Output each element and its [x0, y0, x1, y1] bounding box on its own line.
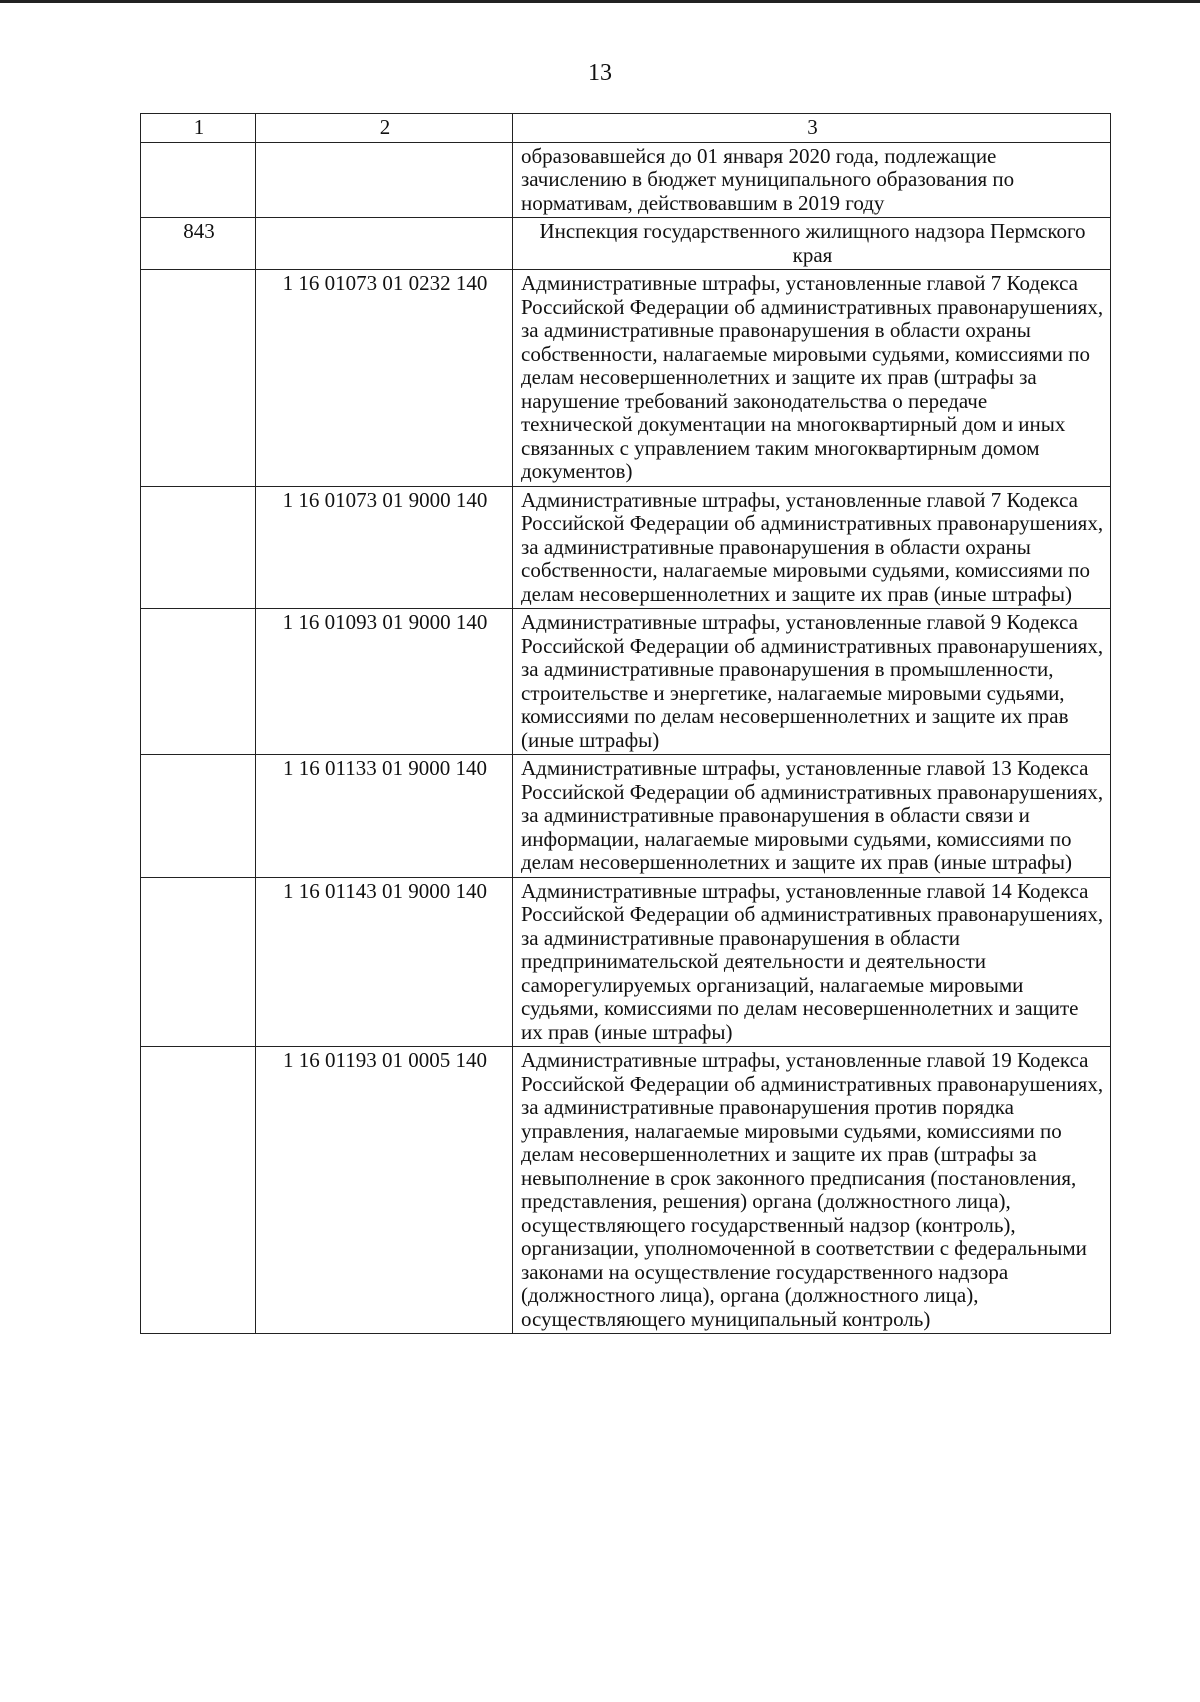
row-col1 [141, 877, 256, 1047]
revenue-description: Административные штрафы, установленные главой 13 Кодекса Российской Федерации об административных правонарушениях, за административные правонарушения в области связи и информации, налагаемые мировыми судьями, комиссиями по делам несовершеннолетних и защите их прав (иные штрафы) [513, 755, 1111, 878]
header-cell-2: 2 [256, 114, 513, 143]
row-col1 [141, 1047, 256, 1334]
row-col1 [141, 755, 256, 878]
revenue-description: Административные штрафы, установленные главой 7 Кодекса Российской Федерации об административных правонарушениях, за административные правонарушения в области охраны собственности, налагаемые мировыми судьями, комиссиями по делам несовершеннолетних и защите их прав (иные штрафы) [513, 486, 1111, 609]
organization-empty-cell [256, 218, 513, 270]
budget-code: 1 16 01143 01 9000 140 [256, 877, 513, 1047]
budget-code: 1 16 01093 01 9000 140 [256, 609, 513, 755]
top-rule [0, 0, 1200, 3]
revenue-description: Административные штрафы, установленные главой 9 Кодекса Российской Федерации об административных правонарушениях, за административные правонарушения в промышленности, строительстве и энергетике, налагаемые мировыми судьями, комиссиями по делам несовершеннолетних и защите их прав (иные штрафы) [513, 609, 1111, 755]
organization-name: Инспекция государственного жилищного надзора Пермского края [513, 218, 1111, 270]
table-row [141, 755, 1111, 878]
page-number: 13 [588, 60, 612, 86]
row-col1 [141, 270, 256, 487]
table-row [141, 270, 1111, 487]
budget-code: 1 16 01193 01 0005 140 [256, 1047, 513, 1334]
continuation-row [141, 142, 1111, 218]
organization-code: 843 [141, 218, 256, 270]
table-row [141, 877, 1111, 1047]
revenue-description: Административные штрафы, установленные главой 19 Кодекса Российской Федерации об административных правонарушениях, за административные правонарушения против порядка управления, налагаемые мировыми судьями, комиссиями по делам несовершеннолетних и защите их прав (штрафы за невыполнение в срок законного предписания (постановления, представления, решения) органа (должностного лица), осуществляющего государственный надзор (контроль), организации, уполномоченной в соответствии с федеральными законами на осуществление государственного надзора (должностного лица), органа (должностного лица), осуществляющего муниципальный контроль) [513, 1047, 1111, 1334]
row-col1 [141, 486, 256, 609]
budget-code: 1 16 01073 01 0232 140 [256, 270, 513, 487]
header-row [141, 114, 1111, 143]
continuation-col2 [256, 142, 513, 218]
row-col1 [141, 609, 256, 755]
budget-code: 1 16 01133 01 9000 140 [256, 755, 513, 878]
continuation-col1 [141, 142, 256, 218]
revenue-description: Административные штрафы, установленные главой 7 Кодекса Российской Федерации об административных правонарушениях, за административные правонарушения в области охраны собственности, налагаемые мировыми судьями, комиссиями по делам несовершеннолетних и защите их прав (штрафы за нарушение требований законодательства о передаче технической документации на многоквартирный дом и иных связанных с управлением таким многоквартирным домом документов) [513, 270, 1111, 487]
revenue-codes-table [140, 113, 1111, 1334]
budget-code: 1 16 01073 01 9000 140 [256, 486, 513, 609]
table-row [141, 486, 1111, 609]
organization-row [141, 218, 1111, 270]
header-cell-3: 3 [513, 114, 1111, 143]
table-row [141, 609, 1111, 755]
table-row [141, 1047, 1111, 1334]
revenue-description: Административные штрафы, установленные главой 14 Кодекса Российской Федерации об административных правонарушениях, за административные правонарушения в области предпринимательской деятельности и деятельности саморегулируемых организаций, налагаемые мировыми судьями, комиссиями по делам несовершеннолетних и защите их прав (иные штрафы) [513, 877, 1111, 1047]
header-cell-1: 1 [141, 114, 256, 143]
continuation-text: образовавшейся до 01 января 2020 года, подлежащие зачислению в бюджет муниципального образования по нормативам, действовавшим в 2019 году [513, 142, 1111, 218]
